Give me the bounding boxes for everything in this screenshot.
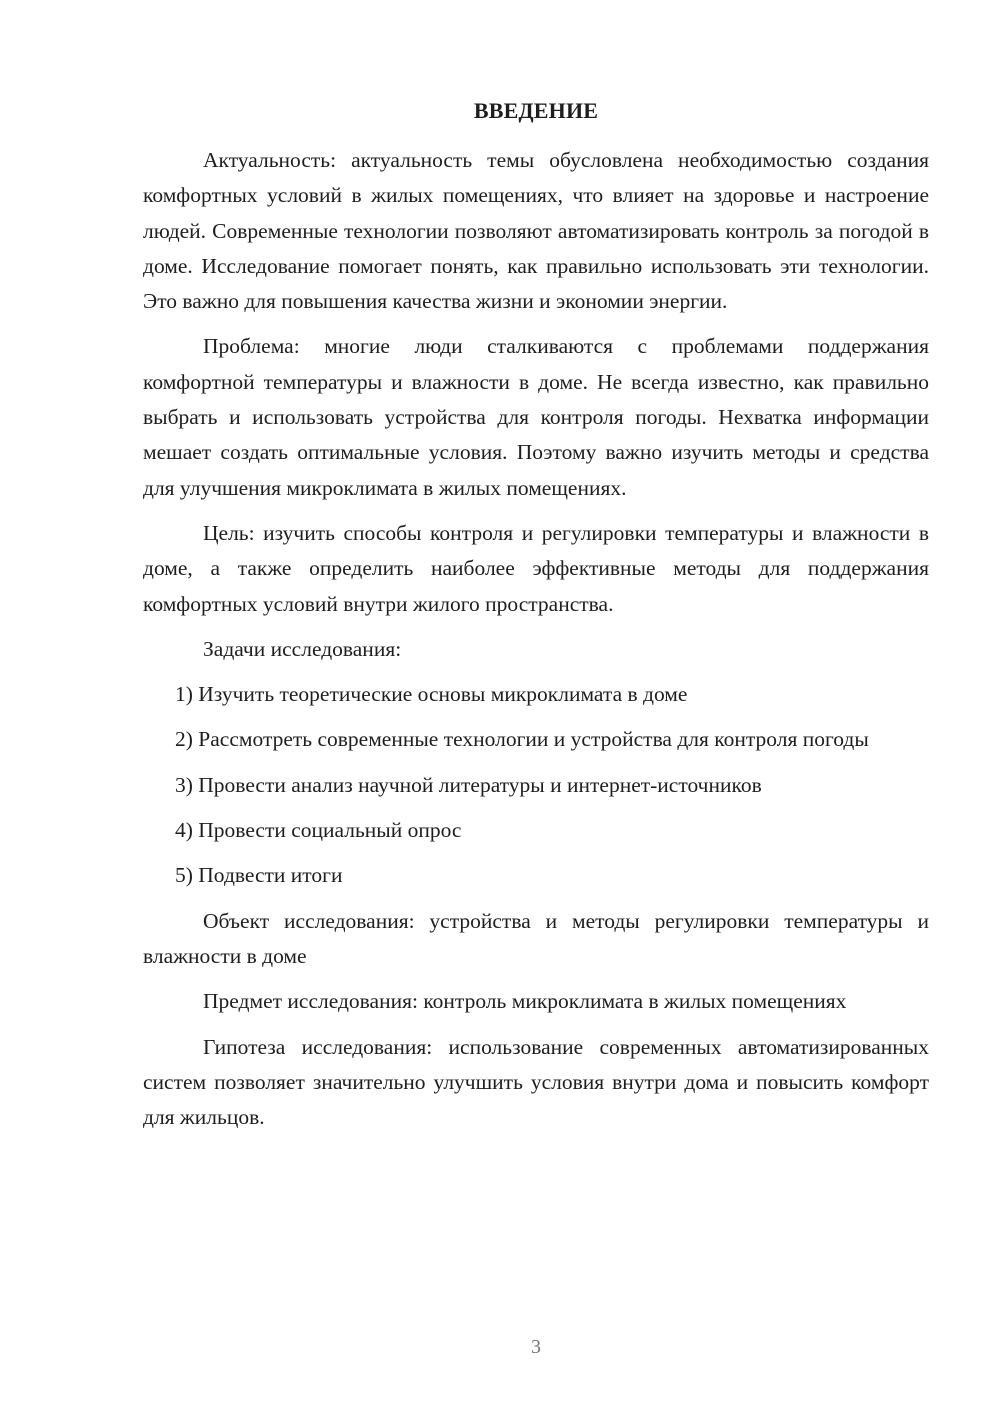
paragraph-tasks-heading: Задачи исследования: [203, 636, 402, 661]
paragraph-relevance: Актуальность: актуальность темы обусловлена необходимостью создания комфортных условий в жилых помещениях, что влияет на здоровье и настроение людей. Современные технологии позволяют автоматизировать контроль за погодой в доме. Исследование помогает понять, как правильно использовать эти технологии. Это важно для повышения качества жизни и экономии энергии. [143, 148, 929, 314]
paragraph-object: Объект исследования: устройства и методы регулировки температуры и влажности в доме [143, 908, 929, 968]
paragraph-hypothesis: Гипотеза исследования: использование современных автоматизированных систем позволяет значительно улучшить условия внутри дома и повысить комфорт для жильцов. [143, 1034, 929, 1130]
task-item-3: 3) Провести анализ научной литературы и интернет-источников [175, 772, 762, 797]
paragraph-goal: Цель: изучить способы контроля и регулировки температуры и влажности в доме, а также определить наиболее эффективные методы для поддержания комфортных условий внутри жилого пространства. [143, 520, 929, 616]
task-item-1: 1) Изучить теоретические основы микроклимата в доме [175, 682, 688, 707]
task-item-5: 5) Подвести итоги [175, 863, 343, 888]
task-item-2: 2) Рассмотреть современные технологии и устройства для контроля погоды [175, 727, 869, 752]
body-text [143, 143, 929, 1145]
paragraph-subject: Предмет исследования: контроль микроклимата в жилых помещениях [203, 989, 847, 1014]
section-title: ВВЕДЕНИЕ [473, 98, 599, 123]
page-number: 3 [531, 1336, 541, 1358]
paragraph-problem: Проблема: многие люди сталкиваются с проблемами поддержания комфортной температуры и влажности в доме. Не всегда известно, как правильно выбрать и использовать устройства для контроля погоды. Нехватка информации мешает создать оптимальные условия. Поэтому важно изучить методы и средства для улучшения микроклимата в жилых помещениях. [143, 334, 929, 500]
task-item-4: 4) Провести социальный опрос [175, 818, 462, 843]
